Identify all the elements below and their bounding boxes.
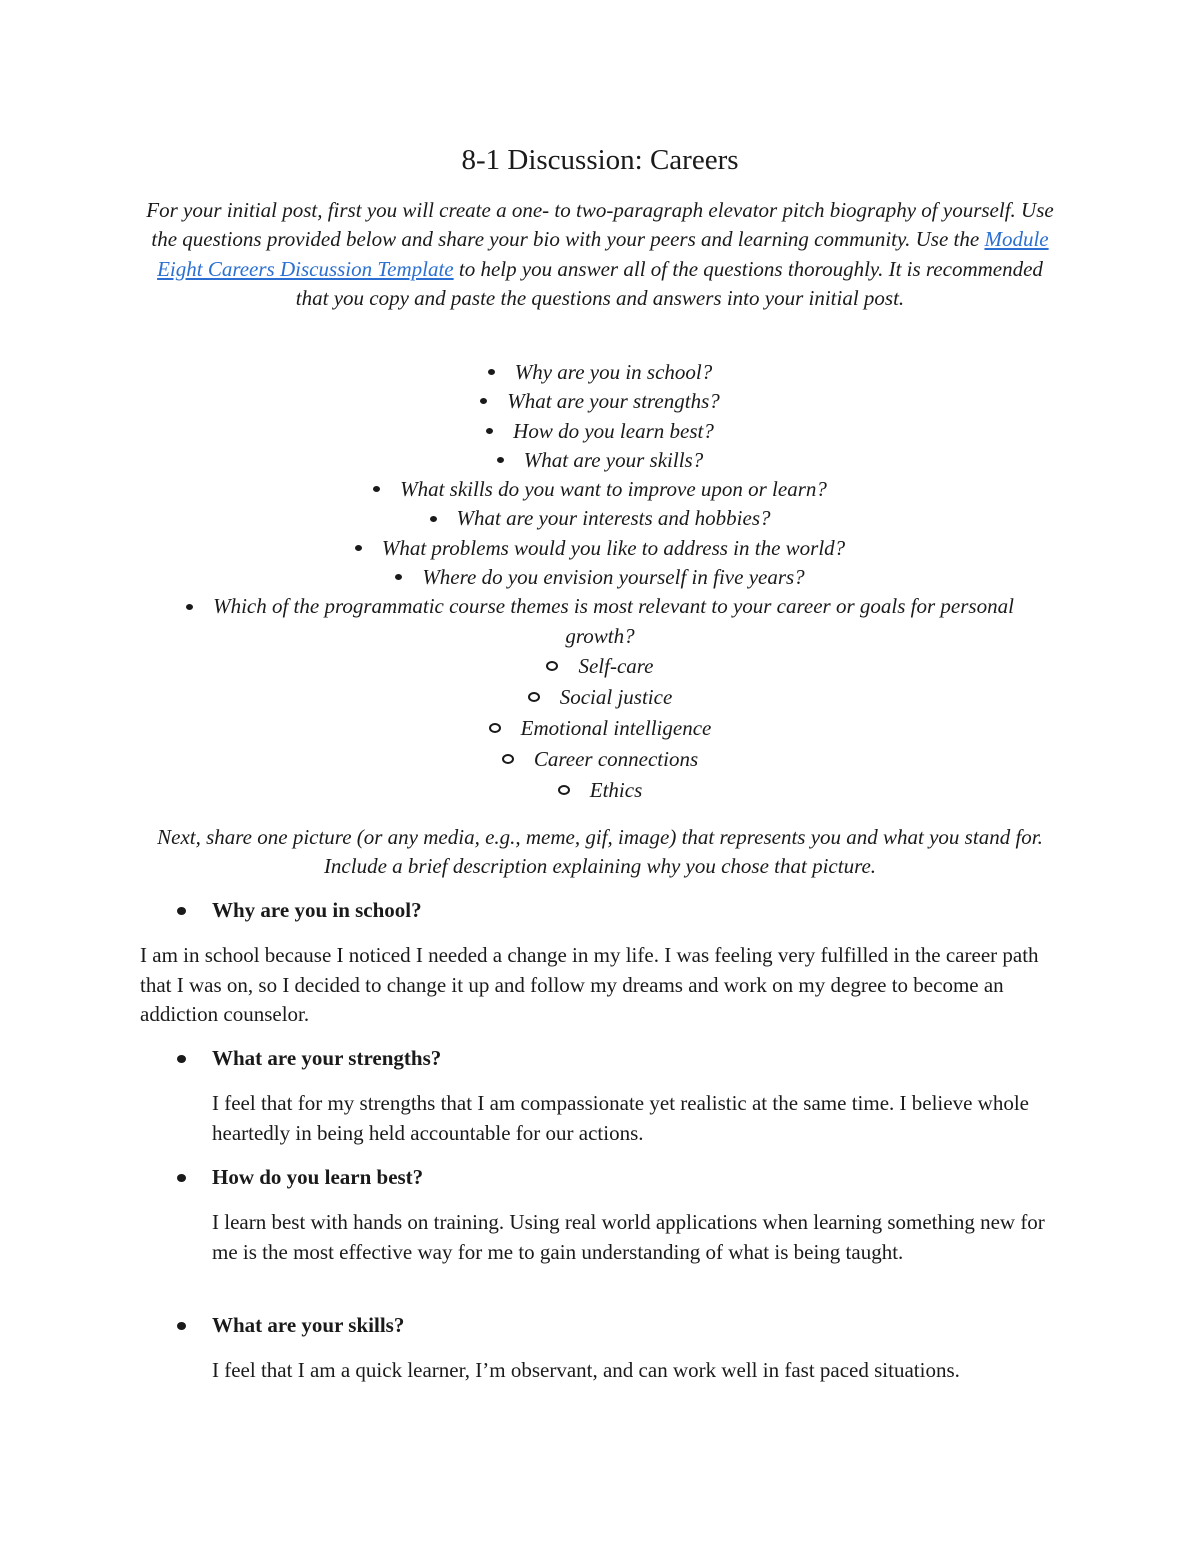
question-text: How do you learn best? [513, 418, 714, 443]
answer-text: I feel that for my strengths that I am compassionate yet realistic at the same time. I believe whole heartedly in being held accountable for our actions. [212, 1091, 1029, 1145]
list-item [140, 387, 1060, 416]
answer-text: I am in school because I noticed I needed a change in my life. I was feeling very fulfilled in the career path that I was on, so I decided to change it up and follow my dreams and work on my degree to become an addiction counselor. [140, 943, 1039, 1026]
bullet-icon [177, 1322, 186, 1330]
question-text: What problems would you like to address in the world? [381, 535, 846, 560]
answer-section-school [140, 896, 1060, 1029]
list-item [140, 534, 1060, 563]
template-link[interactable]: Module Eight Careers Discussion Template [157, 227, 1049, 281]
list-item [140, 358, 1060, 387]
circle-bullet-icon [502, 754, 514, 764]
bullet-icon [395, 574, 402, 580]
bullet-icon [430, 516, 437, 522]
question-text: What are your strengths? [507, 389, 720, 414]
answer-section-strengths [140, 1044, 1060, 1148]
theme-item [140, 651, 1060, 682]
answer-question-heading [140, 896, 1060, 925]
intro-text-before-link: For your initial post, first you will create a one- to two-paragraph elevator pitch biography of yourself. Use the questions provided below and share your bio with your peers and learning community. Use the [146, 198, 1054, 252]
theme-item [140, 744, 1060, 775]
theme-item [140, 775, 1060, 806]
page-title: 8-1 Discussion: Careers [461, 144, 739, 176]
media-prompt: Next, share one picture (or any media, e.g., meme, gif, image) that represents you and what you stand for. Include a brief description explaining why you chose that picture. [157, 825, 1043, 879]
bullet-icon [486, 428, 493, 434]
theme-text: Career connections [533, 746, 699, 771]
heading-text: What are your strengths? [212, 1046, 442, 1070]
theme-item [140, 682, 1060, 713]
circle-bullet-icon [546, 661, 558, 671]
answer-text: I feel that I am a quick learner, I’m observant, and can work well in fast paced situations. [212, 1358, 960, 1383]
answer-section-skills [140, 1311, 1060, 1386]
bullet-icon [186, 604, 193, 610]
answer-question-heading [140, 1163, 1060, 1192]
question-text: Where do you envision yourself in five years? [422, 565, 805, 590]
list-item [140, 504, 1060, 533]
question-text: Which of the programmatic course themes is most relevant to your career or goals for personal growth? [213, 594, 1014, 648]
circle-bullet-icon [489, 723, 501, 733]
circle-bullet-icon [558, 785, 570, 795]
list-item [140, 446, 1060, 475]
list-item [140, 563, 1060, 592]
answer-question-heading [140, 1044, 1060, 1073]
theme-text: Ethics [589, 777, 643, 802]
answer-section-learning [140, 1163, 1060, 1267]
question-list [140, 358, 1060, 806]
heading-text: How do you learn best? [212, 1165, 424, 1189]
theme-item [140, 713, 1060, 744]
bullet-icon [488, 369, 495, 375]
bullet-icon [355, 545, 362, 551]
theme-text: Social justice [559, 684, 673, 709]
bullet-icon [480, 398, 487, 404]
list-item [140, 417, 1060, 446]
list-item [140, 592, 1060, 806]
heading-text: What are your skills? [212, 1313, 405, 1337]
question-text: What are your interests and hobbies? [456, 506, 771, 531]
bullet-icon [177, 1055, 186, 1063]
bullet-icon [177, 907, 186, 915]
theme-text: Emotional intelligence [520, 715, 712, 740]
answer-text: I learn best with hands on training. Using real world applications when learning something new for me is the most effective way for me to gain understanding of what is being taught. [212, 1210, 1045, 1264]
question-text: Why are you in school? [514, 360, 713, 384]
bullet-icon [497, 457, 504, 463]
bullet-icon [177, 1174, 186, 1182]
question-text: What skills do you want to improve upon or learn? [400, 477, 827, 502]
answer-question-heading [140, 1311, 1060, 1340]
theme-text: Self-care [578, 653, 654, 678]
circle-bullet-icon [528, 692, 540, 702]
theme-list [140, 651, 1060, 806]
intro-text-after-link: to help you answer all of the questions thoroughly. It is recommended that you copy and paste the questions and answers into your initial post. [295, 256, 1043, 310]
heading-text: Why are you in school? [212, 898, 422, 922]
list-item [140, 475, 1060, 504]
bullet-icon [373, 486, 380, 492]
question-text: What are your skills? [523, 447, 704, 472]
intro-paragraph [140, 196, 1060, 313]
